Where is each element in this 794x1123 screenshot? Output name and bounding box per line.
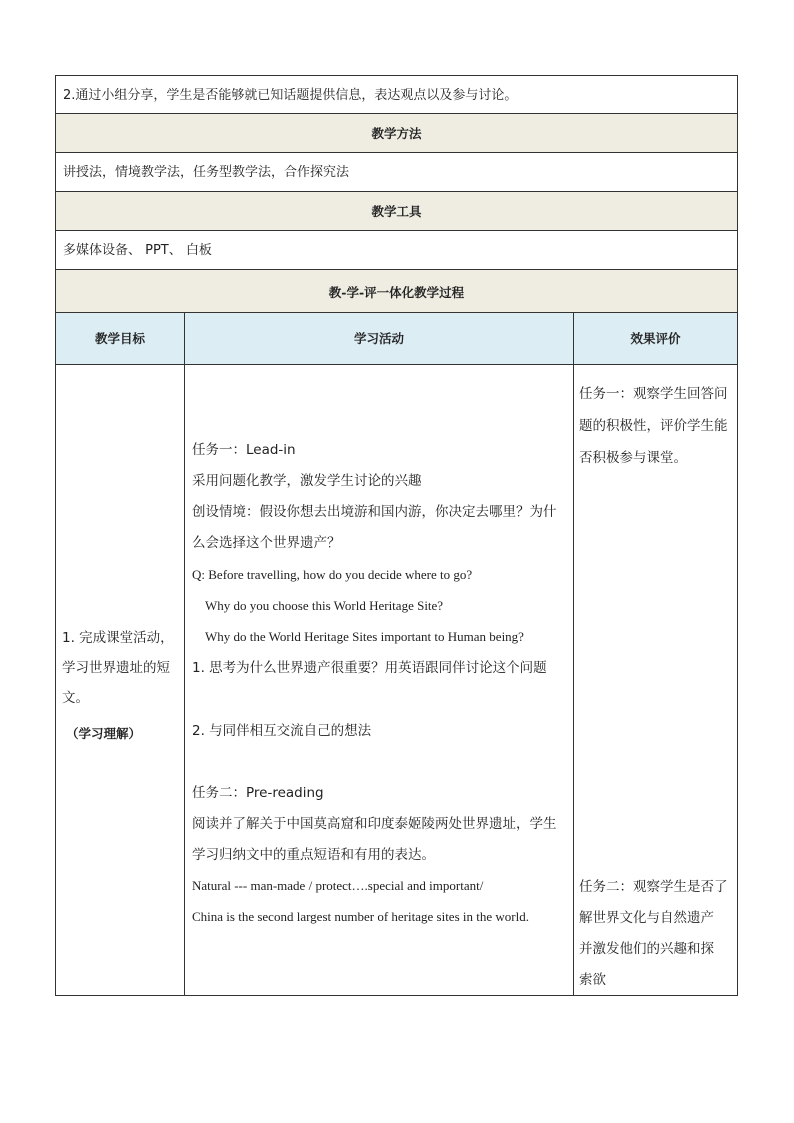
phrase-1: Natural --- man-made / protect….special and important/ [192, 878, 484, 893]
eval-task2-line-1: 任务二：观察学生是否了 [579, 879, 728, 895]
teaching-tools-text: 多媒体设备、 PPT、 白板 [55, 231, 738, 270]
question-3: Why do the World Heritage Sites important to Human being? [205, 629, 524, 644]
teaching-methods-text: 讲授法，情境教学法，任务型教学法，合作探究法 [55, 153, 738, 192]
lesson-plan-table [55, 75, 738, 996]
task2-desc-line-2: 学习归纳文中的重点短语和有用的表达。 [192, 847, 435, 863]
evaluation-cell [574, 365, 737, 995]
header-goal: 教学目标 [56, 313, 185, 364]
goal-tag: （学习理解） [66, 726, 142, 741]
process-table-body [55, 365, 738, 996]
evaluation-criteria-row: 2.通过小组分享，学生是否能够就已知话题提供信息，表达观点以及参与讨论。 [55, 75, 738, 114]
process-table-header [55, 313, 738, 365]
goal-line-3: 文。 [62, 690, 89, 706]
eval-task1-line-2: 题的积极性，评价学生能 [579, 418, 728, 434]
eval-task2-line-2: 解世界文化与自然遗产 [579, 910, 714, 926]
task2-desc-line-1: 阅读并了解关于中国莫高窟和印度泰姬陵两处世界遗址，学生 [192, 816, 557, 832]
header-evaluation: 效果评价 [630, 331, 681, 346]
activity-cell [185, 365, 574, 995]
eval-task1-line-1: 任务一：观察学生回答问 [579, 386, 728, 402]
question-2: Why do you choose this World Heritage Site? [205, 598, 444, 613]
task1-scene-line-1: 创设情境：假设你想去出境游和国内游，你决定去哪里？为什 [192, 504, 557, 520]
step-1: 1. 思考为什么世界遗产很重要？用英语跟同伴讨论这个问题 [192, 660, 547, 676]
task1-scene-line-2: 么会选择这个世界遗产？ [192, 535, 341, 551]
teaching-methods-heading: 教学方法 [55, 114, 738, 153]
eval-task1-line-3: 否积极参与课堂。 [579, 450, 687, 466]
task1-title: 任务一：Lead-in [192, 442, 296, 458]
task2-title: 任务二：Pre-reading [192, 785, 324, 801]
eval-task2-line-4: 索欲 [579, 972, 606, 988]
phrase-2: China is the second largest number of heritage sites in the world. [192, 909, 529, 924]
goal-line-1: 1. 完成课堂活动， [62, 630, 174, 646]
step-2: 2. 与同伴相互交流自己的想法 [192, 723, 372, 739]
eval-task2-line-3: 并激发他们的兴趣和探 [579, 941, 714, 957]
question-1: Q: Before travelling, how do you decide where to go? [192, 567, 473, 582]
goal-cell [56, 365, 185, 995]
goal-line-2: 学习世界遗址的短 [62, 660, 170, 676]
teaching-process-heading: 教-学-评一体化教学过程 [55, 270, 738, 313]
teaching-tools-heading: 教学工具 [55, 192, 738, 231]
task1-method: 采用问题化教学，激发学生讨论的兴趣 [192, 473, 422, 489]
header-activity: 学习活动 [185, 313, 574, 364]
